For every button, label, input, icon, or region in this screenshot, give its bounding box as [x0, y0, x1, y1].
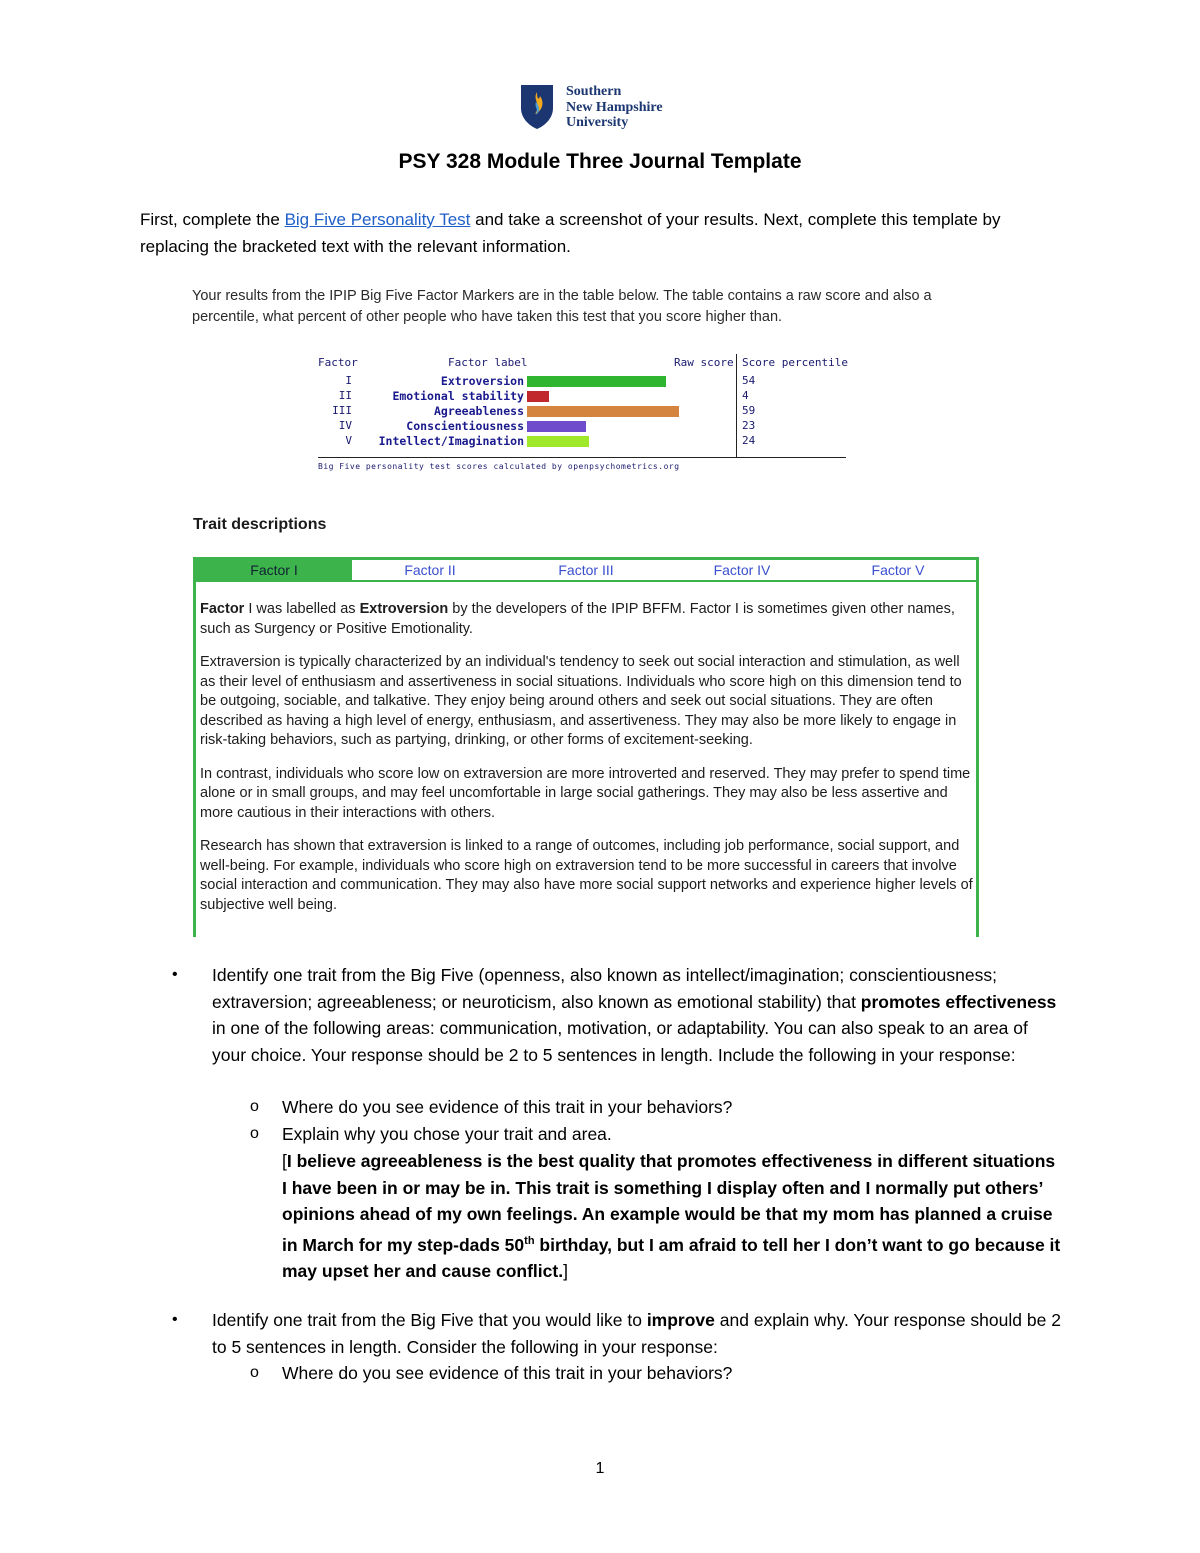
header-factor-label: Factor label: [448, 356, 528, 369]
intro-text-2: and take a screenshot of your results. Next, complete this template by replacing the bracketed text with the relevant information.: [140, 210, 1001, 256]
tab-factor-4[interactable]: Factor IV: [713, 562, 771, 578]
bullet-item-2: [172, 1307, 1062, 1360]
factor-number: II: [338, 389, 352, 402]
logo-wordmark: [566, 84, 663, 131]
percentile-bar: [527, 406, 679, 417]
table-footer: Big Five personality test scores calculated by openpsychometrics.org: [318, 462, 680, 471]
bullet2-sub-1-text: Where do you see evidence of this trait in your behaviors?: [282, 1363, 733, 1383]
header-factor: Factor: [318, 356, 358, 369]
shield-flame-icon: [520, 84, 554, 130]
factor-label: Emotional stability: [392, 389, 524, 403]
results-intro: Your results from the IPIP Big Five Factor Markers are in the table below. The table contains a raw score and also a percentile, what percent of other people who have taken this test that you score higher than.: [192, 288, 932, 325]
bullet-glyph: •: [172, 966, 178, 983]
sub-bullet-glyph: o: [250, 1364, 259, 1381]
factor-number: I: [345, 374, 352, 387]
logo-line-3: University: [566, 115, 629, 130]
bullet2-text-1: Identify one trait from the Big Five that you would like to: [212, 1310, 647, 1330]
tab-factor-5[interactable]: Factor V: [871, 562, 925, 578]
logo-line-1: Southern: [566, 84, 622, 99]
header-raw-score: Raw score: [674, 356, 734, 369]
bullet-item-1: [172, 962, 1062, 1068]
logo-line-2: New Hampshire: [566, 99, 663, 115]
intro-text-1: First, complete the: [140, 210, 285, 229]
answer-text-1: I believe agreeableness is the best quality that promotes effectiveness in different situations I have been in or may be in. This trait is something I display often and I normally put others’ opinions ahead of my own feelings. An example would be that my mom has planned a cruise in March for my step-dads 50: [282, 1151, 1056, 1255]
factor-label: Extroversion: [440, 374, 524, 388]
intro-paragraph: [140, 206, 1060, 260]
trait-paragraph-1: [200, 600, 976, 639]
percentile-bar: [527, 436, 589, 447]
percentile-bar: [527, 391, 549, 402]
factor-row: [318, 419, 846, 434]
student-answer: [282, 1148, 1062, 1284]
factor-label: Agreeableness: [433, 404, 524, 418]
bullet1-text-1: Identify one trait from the Big Five (openness, also known as intellect/imagination; conscientiousness; extraversion; agreeableness; or neuroticism, also known as emotional stability) that: [212, 965, 997, 1012]
factor-number: III: [332, 404, 352, 417]
bold-factor: Factor: [200, 601, 245, 617]
trait-paragraph-4: Research has shown that extraversion is linked to a range of outcomes, including job performance, social support, and well-being. For example, individuals who score high on extraversion tend to be more successful in careers that involve social interaction and communication. They may also have more social support networks and experience higher levels of subjective well being.: [200, 838, 973, 913]
percentile-value: 23: [742, 419, 756, 432]
tab-factor-3[interactable]: Factor III: [558, 562, 614, 578]
snhu-logo: [520, 84, 690, 134]
bullet1-text-2: in one of the following areas: communication, motivation, or adaptability. You can also speak to an area of your choice. Your response should be 2 to 5 sentences in length. Include the following in your response:: [212, 1018, 1028, 1065]
big-five-test-link[interactable]: Big Five Personality Test: [284, 210, 471, 229]
bullet1-sub-1-text: Where do you see evidence of this trait in your behaviors?: [282, 1097, 733, 1117]
factor-row: [318, 434, 846, 449]
answer-open-bracket: [: [282, 1151, 287, 1171]
bullet1-bold: promotes effectiveness: [860, 991, 1057, 1012]
answer-close-bracket: ]: [563, 1260, 568, 1281]
document-title: PSY 328 Module Three Journal Template: [398, 150, 802, 173]
trait-paragraph-3: In contrast, individuals who score low on extraversion are more introverted and reserved. They may prefer to spend time alone or in small groups, and may feel uncomfortable in large social gatherings. They may also be less assertive and more cautious in their interactions with others.: [200, 765, 971, 821]
factor-results-table: [318, 352, 848, 472]
trait-descriptions-panel: [193, 557, 979, 937]
bullet1-sub-1: [250, 1094, 1062, 1121]
bold-extroversion: Extroversion: [359, 601, 449, 617]
factor-label: Conscientiousness: [406, 419, 524, 433]
trait-paragraph-2: Extraversion is typically characterized by an individual's tendency to seek out social interaction and stimulation, as well as their level of enthusiasm and assertiveness in social situations. Individuals who score high on this dimension tend to be outgoing, sociable, and talkative. They enjoy being around others and seek out social situations. They are often described as having a high level of energy, enthusiasm, and assertiveness. They may also be more likely to engage in risk-taking behaviors, such as partying, drinking, or other forms of excitement-seeking.: [200, 654, 962, 748]
p1-text-1: I was labelled as: [244, 601, 360, 617]
header-percentile: Score percentile: [742, 356, 848, 369]
tab-factor-1[interactable]: Factor I: [196, 560, 352, 580]
bullet-glyph: •: [172, 1311, 178, 1328]
percentile-value: 24: [742, 434, 756, 447]
bullet1-sub-2-text: Explain why you chose your trait and area.: [282, 1124, 612, 1144]
trait-description-text: [200, 600, 976, 929]
trait-descriptions-heading: Trait descriptions: [193, 516, 327, 533]
factor-row: [318, 404, 846, 419]
factor-number: V: [345, 434, 352, 447]
answer-text-2: birthday, but I am afraid to tell her I don’t want to go because it may upset her and cause conflict.: [282, 1234, 1061, 1281]
sub-bullet-glyph: o: [250, 1098, 259, 1115]
bullet2-sub-1: [250, 1360, 1062, 1387]
percentile-bar: [527, 421, 586, 432]
factor-label: Intellect/Imagination: [378, 434, 524, 448]
percentile-value: 59: [742, 404, 756, 417]
bullet2-text-2: and explain why. Your response should be 2 to 5 sentences in length. Consider the following in your response:: [212, 1310, 1061, 1357]
factor-tabs: [196, 560, 976, 580]
bullet1-sub-2: [250, 1121, 1062, 1148]
sub-bullet-glyph: o: [250, 1125, 259, 1142]
factor-number: IV: [338, 419, 352, 432]
tab-underline: [196, 580, 976, 582]
table-bottom-rule: [318, 457, 846, 458]
percentile-value: 4: [742, 389, 749, 402]
bullet2-bold: improve: [646, 1310, 715, 1330]
page-number: 1: [595, 1460, 605, 1477]
p1-text-2: by the developers of the IPIP BFFM. Factor I is sometimes given other names, such as Surgency or Positive Emotionality.: [200, 601, 955, 637]
factor-row: [318, 374, 846, 389]
factor-row: [318, 389, 846, 404]
percentile-bar: [527, 376, 666, 387]
answer-superscript: th: [524, 1234, 535, 1247]
tab-factor-2[interactable]: Factor II: [404, 562, 456, 578]
percentile-value: 54: [742, 374, 756, 387]
